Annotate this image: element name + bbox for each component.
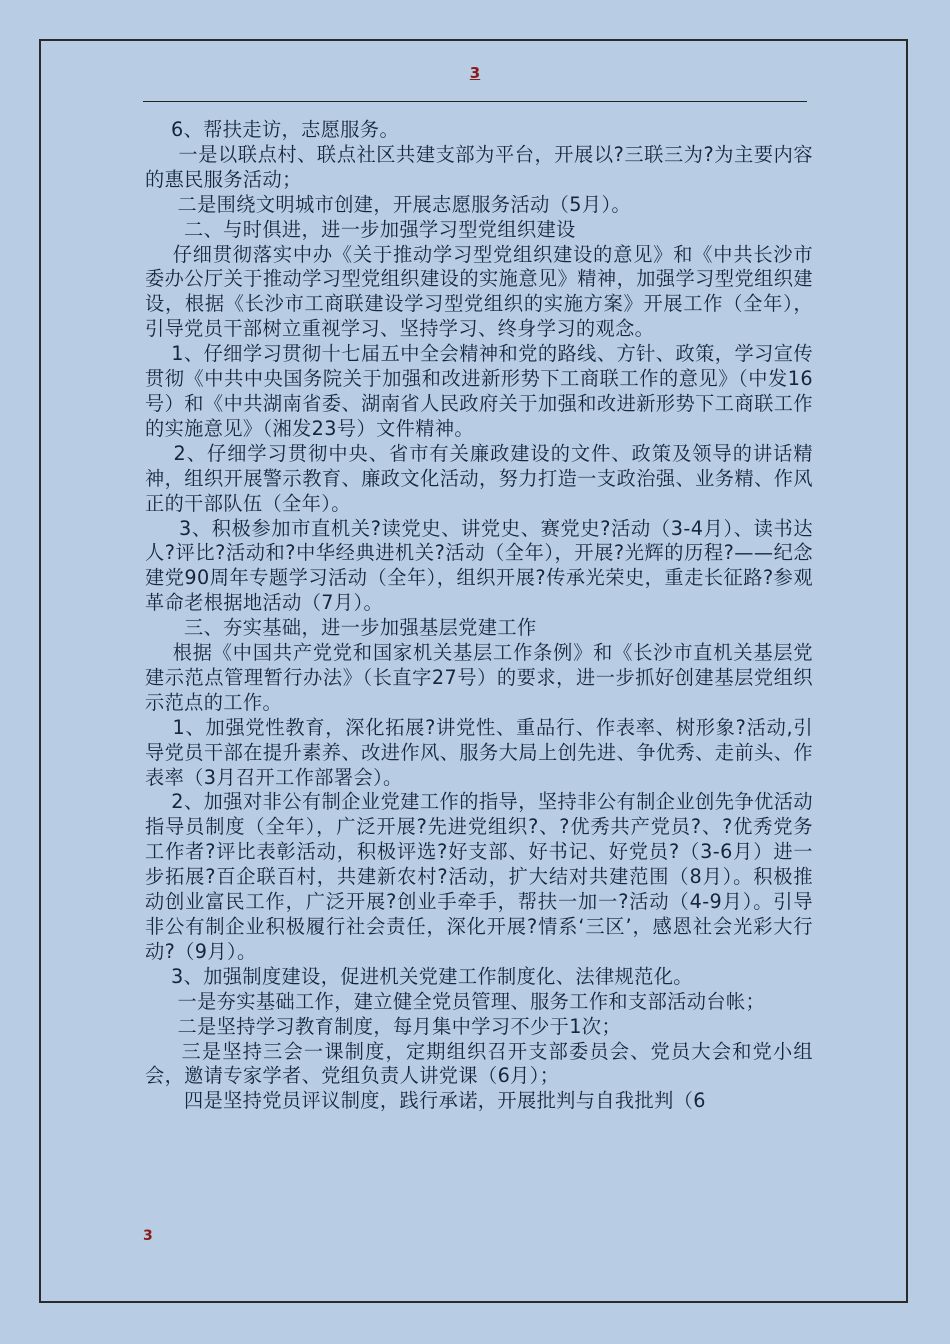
paragraph: 2、仔细学习贯彻中央、省市有关廉政建设的文件、政策及领导的讲话精神，组织开展警示教育、廉政文化活动，努力打造一支政治强、业务精、作风正的干部队伍（全年）。 <box>145 441 813 515</box>
document-body <box>145 118 813 1114</box>
paragraph: 根据《中国共产党党和国家机关基层工作条例》和《长沙市直机关基层党建示范点管理暂行办法》（长直字27号）的要求，进一步抓好创建基层党组织示范点的工作。 <box>145 641 813 714</box>
paragraph: 1、加强党性教育，深化拓展?讲党性、重品行、作表率、树形象?活动,引导党员干部在提升素养、改进作风、服务大局上创先进、争优秀、走前头、作表率（3月召开工作部署会）。 <box>145 715 813 789</box>
paragraph: 3、积极参加市直机关?读党史、讲党史、赛党史?活动（3-4月）、读书达人?评比?活动和?中华经典进机关?活动（全年），开展?光辉的历程?——纪念建党90周年专题学习活动（全年），组织开展?传承光荣史，重走长征路?参观革命老根据地活动（7月）。 <box>145 516 813 615</box>
header-page-number-text: 3 <box>469 64 481 82</box>
paragraph: 二是围绕文明城市创建，开展志愿服务活动（5月）。 <box>145 192 632 216</box>
footer-page-number: 3 <box>143 1228 153 1244</box>
paragraph: 一是以联点村、联点社区共建支部为平台，开展以?三联三为?为主要内容的惠民服务活动； <box>145 142 813 191</box>
paragraph: 3、加强制度建设，促进机关党建工作制度化、法律规范化。 <box>145 964 693 988</box>
header-divider <box>143 101 807 102</box>
section-heading: 二、与时俱进，进一步加强学习型党组织建设 <box>145 217 576 241</box>
paragraph: 1、仔细学习贯彻十七届五中全会精神和党的路线、方针、政策，学习宣传贯彻《中共中央国务院关于加强和改进新形势下工商联工作的意见》（中发16号）和《中共湖南省委、湖南省人民政府关于加强和改进新形势下工商联工作的实施意见》（湘发23号）文件精神。 <box>145 342 814 440</box>
paragraph: 仔细贯彻落实中办《关于推动学习型党组织建设的意见》和《中共长沙市委办公厅关于推动学习型党组织建设的实施意见》精神，加强学习型党组织建设，根据《长沙市工商联建设学习型党组织的实施方案》开展工作（全年），引导党员干部树立重视学习、坚持学习、终身学习的观念。 <box>145 242 813 341</box>
paragraph: 三是坚持三会一课制度，定期组织召开支部委员会、党员大会和党小组会，邀请专家学者、党组负责人讲党课（6月）； <box>145 1039 813 1088</box>
paragraph: 四是坚持党员评议制度，践行承诺，开展批判与自我批判（6 <box>145 1089 706 1113</box>
paragraph: 2、加强对非公有制企业党建工作的指导，坚持非公有制企业创先争优活动指导员制度（全年），广泛开展?先进党组织?、?优秀共产党员?、?优秀党务工作者?评比表彰活动，积极评选?好支部、好书记、好党员?（3-6月）进一步拓展?百企联百村，共建新农村?活动，扩大结对共建范围（8月）。积极推动创业富民工作，广泛开展?创业手牵手，帮扶一加一?活动（4-9月）。引导非公有制企业积极履行社会责任，深化开展?情系‘三区’，感恩社会光彩大行动?（9月）。 <box>145 790 814 963</box>
section-heading: 三、夯实基础，进一步加强基层党建工作 <box>145 616 537 640</box>
header-page-number <box>0 64 950 82</box>
paragraph: 二是坚持学习教育制度，每月集中学习不少于1次； <box>145 1014 622 1038</box>
paragraph: 一是夯实基础工作，建立健全党员管理、服务工作和支部活动台帐； <box>145 989 766 1013</box>
paragraph: 6、帮扶走访，志愿服务。 <box>145 118 400 141</box>
